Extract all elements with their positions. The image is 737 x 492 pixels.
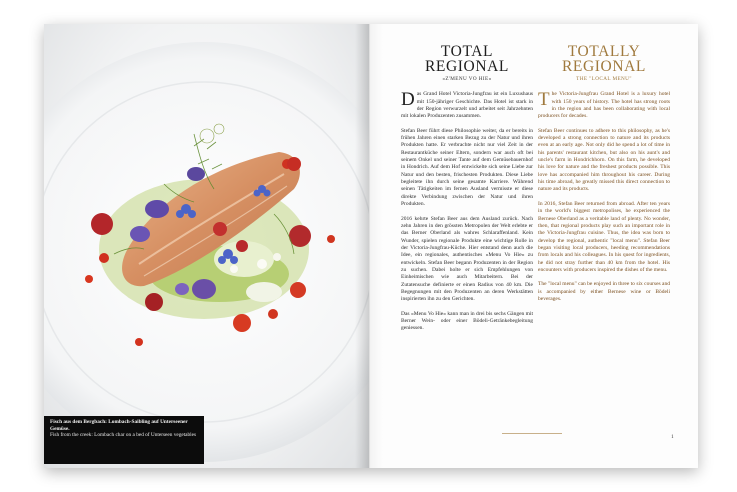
german-paragraph-4: Das «Menu Vo Hie» kann man in drei bis sechs Gängen mit Berner Wein- oder einer Bödeli-Getränkebegleitung geniessen. (401, 310, 533, 332)
page-number: 1 (671, 434, 674, 440)
german-title-line1: TOTAL (440, 43, 494, 60)
german-paragraph-3: 2016 kehrte Stefan Beer aus dem Ausland zurück. Nach zehn Jahren in den grössten Metropolen der Welt erlebte er das Berner Oberland als wahres Schlaraffenland. Kein Wunder, spielen regionale Produkte eine wichtige Rolle in der Victoria-Jungfrau-Küche. Hier entstand denn auch die Idee, ein regionales, authentisches «Menu Vo Hie» zu entwickeln. Stefan Beer begann Produzenten in der Region zu suchen. Dabei holte er sich Empfehlungen von Einheimischen wie auch Mitarbeitern. Bei der Zutatensuche definierte er einen Radius von 40 km. Die Begegnungen mit den Produzenten an deren Werkstätten inspirierten ihn zu den Gerichten. (401, 215, 533, 303)
book-spine (355, 24, 383, 468)
english-drop-cap: T (538, 89, 550, 111)
caption-english: Fish from the creek: Lombach char on a bed of Unterseen vegetables (50, 432, 197, 439)
english-paragraph-3: In 2016, Stefan Beer returned from abroad. After ten years in the world's biggest metropolises, he experienced the Bernese Oberland as a veritable land of plenty. No wonder, then, that regional products play such an important role in the Victoria-Jungfrau cuisine. Thus, the idea was born to develop the regional, authentic "local menu". Stefan Beer began visiting local producers, heeding recommendations from locals and his colleagues. In his quest for ingredients, he did not stray further than 40 km from the hotel. His encounters with producers inspired the dishes of the menu. (538, 200, 670, 273)
purple-potato (145, 200, 169, 218)
german-paragraph-1-text: as Grand Hotel Victoria-Jungfrau ist ein Luxushaus mit 150-jähriger Geschichte. Das Hotel ist stark in der Region verwurzelt und arbeitet seit Jahrzehnten mit lokalen Produzenten zusammen. (401, 91, 533, 120)
english-paragraph-4: The "local menu" can be enjoyed in three to six courses and is accompanied by either Bernese wine or Bödeli beverages. (538, 281, 670, 302)
footer-rule (502, 433, 562, 434)
german-subtitle: «Z'MENU VO HIE» (442, 76, 492, 82)
right-page (369, 24, 698, 468)
english-title-line1: TOTALLY (567, 43, 641, 60)
english-paragraph-1-text: he Victoria-Jungfrau Grand Hotel is a luxury hotel with 150 years of history. The hotel has strong roots in the region and has been collaborating with local producers for decades. (538, 91, 670, 120)
german-title-line2: REGIONAL (424, 58, 509, 75)
tomato (91, 213, 113, 235)
english-paragraph-2: Stefan Beer continues to adhere to this philosophy, as he's developed a strong connection to nature and its products even at an early age. Not only did he spend a lot of time in his parents' restaurant kitchen, but also on his aunt's and uncle's farm in Hondrichhorn. On this farm, he developed his love for nature and the freshest products possible. This love has accompanied him throughout his career. During his time abroad, he greatly missed this direct connection to nature and its products. (538, 127, 670, 193)
german-column (401, 44, 533, 340)
english-title-line2: REGIONAL (561, 58, 646, 75)
german-paragraph-2: Stefan Beer führt diese Philosophie weiter, da er bereits in frühen Jahren einen starken Bezug zu der Natur und ihren Produkten hatte. Er verbrachte nicht nur viel Zeit in der Restaurantküche seiner Eltern, sondern war auch oft bei seinem Onkel und seiner Tante auf dem Gemüsebauernhof in Hondrich. Auf dem Hof entwickelte sich seine Liebe zur Natur und den besten, frischesten Produkten. Diese Liebe begleitete ihn durch seine gesamte Karriere. Während seinen Tätigkeiten im fernen Ausland vermisste er diese direkte Verbindung zwischen der Natur und ihren Produkten. (401, 127, 533, 208)
dish-photo (44, 24, 369, 468)
english-subtitle: THE "LOCAL MENU" (576, 76, 632, 82)
english-paragraph-1 (538, 91, 670, 120)
german-title (401, 44, 533, 74)
english-column (538, 44, 670, 310)
photo-caption (44, 416, 204, 464)
left-page (44, 24, 369, 468)
german-paragraph-1 (401, 91, 533, 120)
german-drop-cap: D (401, 89, 415, 111)
caption-german: Fisch aus dem Bergbach: Lombach-Saibling auf Unterseener Gemüse. (50, 419, 188, 432)
english-title (538, 44, 670, 74)
